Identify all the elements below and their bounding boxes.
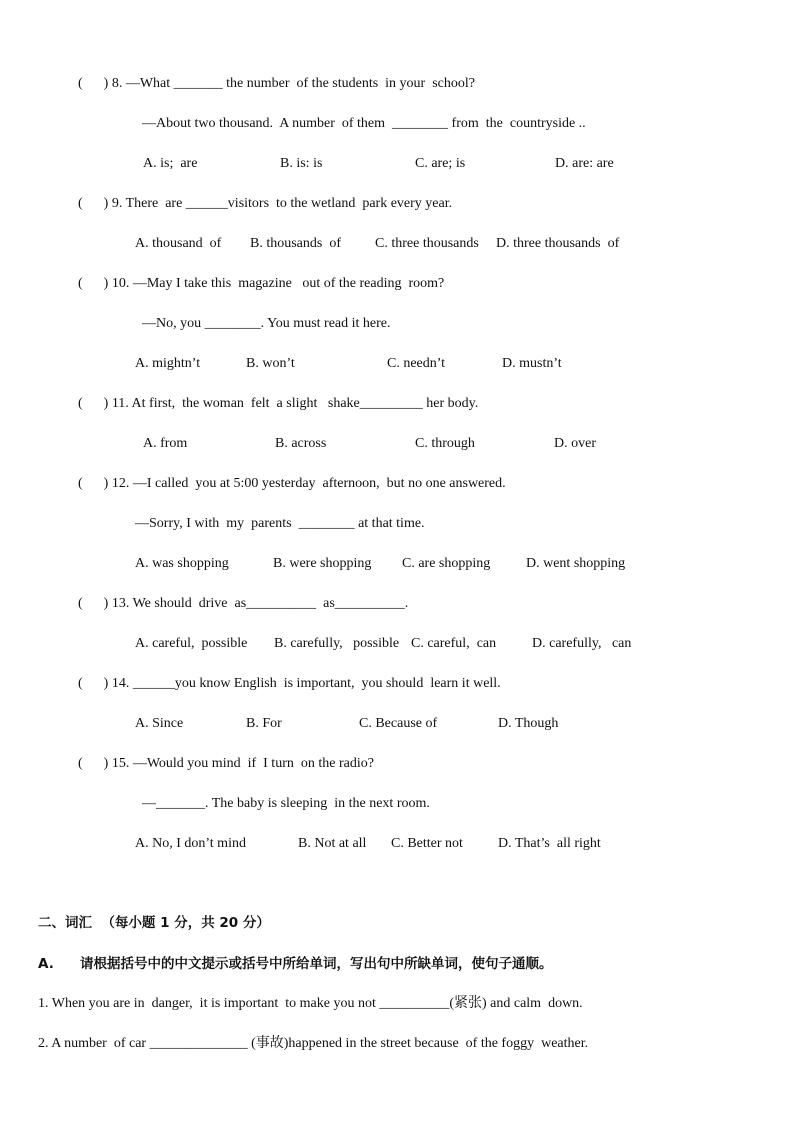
question-11-option-d: D. over [554,436,596,451]
question-12-stem: ( ) 12. —I called you at 5:00 yesterday afternoon, but no one answered. [78,476,506,491]
question-8-stem: ( ) 8. —What _______ the number of the students in your school? [78,76,475,91]
question-15-option-c: C. Better not [391,836,463,851]
question-14-stem: ( ) 14. ______you know English is important, you should learn it well. [78,676,501,691]
vocab-item-1: 1. When you are in danger, it is important to make you not __________(紧张) and calm down. [38,996,583,1011]
section-2-title: 二、词汇 （每小题 1 分，共 20 分） [38,915,270,931]
question-8-option-d: D. are: are [555,156,614,171]
part-a-label: A. [38,956,54,972]
question-10-option-a: A. mightn’t [135,356,201,371]
question-14-option-c: C. Because of [359,716,438,731]
question-8-option-c: C. are; is [415,156,466,171]
vocab-item-2: 2. A number of car ______________ (事故)happened in the street because of the foggy weather. [38,1036,589,1051]
question-14-option-b: B. For [246,716,282,731]
question-12-option-c: C. are shopping [402,556,491,571]
question-12-option-d: D. went shopping [526,556,626,571]
question-11-option-b: B. across [275,436,327,451]
question-9-stem: ( ) 9. There are ______visitors to the wetland park every year. [78,196,453,211]
question-10-stem: ( ) 10. —May I take this magazine out of the reading room? [78,276,445,291]
question-10-option-c: C. needn’t [387,356,446,371]
question-13-option-b: B. carefully, possible [274,636,400,651]
question-8-option-b: B. is: is [280,156,323,171]
question-9-option-b: B. thousands of [250,236,341,251]
question-8-option-a: A. is; are [143,156,198,171]
question-15-options [135,836,655,916]
question-11-option-a: A. from [143,436,188,451]
question-11-stem: ( ) 11. At first, the woman felt a slight shake_________ her body. [78,396,479,411]
question-15-option-a: A. No, I don’t mind [135,836,246,851]
question-13-stem: ( ) 13. We should drive as__________ as__________. [78,596,409,611]
question-10-response: —No, you ________. You must read it here. [142,316,391,331]
question-13-option-a: A. careful, possible [135,636,248,651]
question-14-option-d: D. Though [498,716,559,731]
question-13-option-d: D. carefully, can [532,636,632,651]
question-9-option-c: C. three thousands [375,236,479,251]
question-12-option-a: A. was shopping [135,556,229,571]
question-15-response: —_______. The baby is sleeping in the next room. [142,796,430,811]
question-14-option-a: A. Since [135,716,184,731]
question-12-response: —Sorry, I with my parents ________ at that time. [135,516,425,531]
question-9-option-d: D. three thousands of [496,236,620,251]
question-8-response: —About two thousand. A number of them ________ from the countryside .. [142,116,586,131]
question-15-stem: ( ) 15. —Would you mind if I turn on the radio? [78,756,374,771]
question-15-option-d: D. That’s all right [498,836,601,851]
question-15-option-b: B. Not at all [298,836,367,851]
question-12-option-b: B. were shopping [273,556,372,571]
question-11-option-c: C. through [415,436,475,451]
question-13-option-c: C. careful, can [411,636,497,651]
part-a-instruction: 请根据括号中的中文提示或括号中所给单词，写出句中所缺单词，使句子通顺。 [80,956,553,972]
question-10-option-d: D. mustn’t [502,356,562,371]
question-10-option-b: B. won’t [246,356,295,371]
question-9-option-a: A. thousand of [135,236,222,251]
